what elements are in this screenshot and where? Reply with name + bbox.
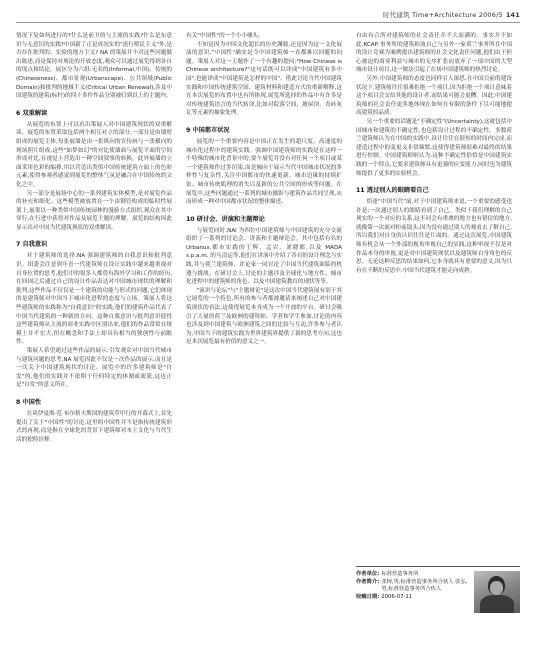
text-column-3 [356,32,512,275]
author-photo-face [490,581,503,595]
body-paragraph: "演讲与论坛"与"主题辩论"是这次中国当代建筑展有别于其它展览的一个特色,所有的参与者都被邀请来阐述自己对中国建筑现状的看法,这使得展览本身成为一个开放的平台。研讨会吸引了大量的荷兰及欧洲的建筑师、学者和学生参加,讨论的内容也涉及到中国建筑与欧洲建筑之间的比较与互动,许多参与者认为,中国当下的建筑实践为世界建筑界提供了新的思考方向,这也是本次展览最有价值的意义之一。 [186,287,342,346]
body-paragraph: 从展览的布置上可以看出策展人对中国建筑现状的双重解读。展览的布置采取包括两个相互对立的部分,一部分是由墙壁组成的展览主体,每张展墙是由一张纵向的宣传画与一张横向的现场照片组成,这些"如梦如幻"的对比使墙面与展览平面的空间形成对比,在视觉上营造出一种空间叙事的转换。此外展墙的立面采用色彩的编排,用以营造出类似中国传统建筑立面上的色彩元素,使得参观者感觉到展览的整体气氛是融合在中国传统的文化之中。 [16,121,172,188]
text-column-1 [16,32,172,444]
section-heading: 10 研讨会、讲演和主题辩论 [186,215,265,223]
body-paragraph: 另一个重要的话题是"不确定性"(Uncertainty),这就包括中国城市和建筑的不确定性,也包括设计过程的不确定性。多数荷兰建筑师认为在中国的实践中,设计往往在很短的时间内完成,而建造过程中的变更又非常频繁,这使得建筑师很难对最终的结果进行控制。中国建筑师则认为,这种不确定性恰恰是中国建筑实践的一个特点,它要求建筑师具有更强的应变能力,同时也为建筑师提供了更多的实验机会。 [356,118,512,177]
body-paragraph: 情况下复如何进行的?什么是前卫的与主流的实践?什么是东意识与无意识的实践?中国新了正是成况实的"流行殖民主义"外,是否存在批判的、实验的地方主义? NA 的策展并不对这些问题做出陈述,而是保持对现论的开放态度,观众可以通过展览得到各自的现点和结论。展区分为六组:无名的(Informal,中国)、传统的(Chineseness)、都市景观(Urbanscape)、公共领域(Public Domain)和批判的地域主义(Critical Urban Renewal),涉及中国建筑的建筑(标杆)的四十多件作品分别被归到以上的主题内。 [16,33,172,100]
page-number: 141 [505,11,520,19]
body-paragraph: 与展览同时,NAi 为四位中国建筑师与中国建筑的充分交流组织了一系列的讨论会、讲演和主题辩论会。其中包括有名的 Urbanus,都市实践的王辉、孟岩、刘晓都,以及 MADA s.p.a.m. 的马清运等,他们在讲演中介绍了各自的设计理念与实践,并与荷兰建筑师、评论家一同讨论了中国当代建筑面临的机遇与挑战。在研讨会上,讨论的主题涉及全球化与地方性、城市化进程中的建筑师的角色、以及中国建筑教育的现状等等。 [186,227,342,286]
section-heading: 7 自我意识 [16,241,48,249]
section-heading: 8 中国性 [16,398,42,406]
text-column-2 [186,32,342,347]
body-paragraph: 展览的一个重要内容是中国正在发生的超尺度、高速度的城市化过程中的建筑实践。强调中国建筑师的实践是在这样一个特殊的城市化背景中的,要个展览并没有对任何一个项目或某一个建筑师作过多渲染,而是倾向于展示当代中国城市状况的多样性与复杂性,关注中国都市的快速更新、城市边缘的持续扩张、城市传统肌理的消失以及新的公共空间的形成等问题。在展览中,这些问题通过一系列的城市摄影与建筑作品共同呈现,从而形成一种对中国都市状况的整体描述。 [186,138,342,206]
author-unit-label: 作者单位: [356,571,380,577]
body-paragraph: 在谈伊曼斯·范·布尔格夫斯国的建筑草甲行的开幕式上,首先提出了关于"中国性"的讨论,这里的中国性并不是指传统建筑形式的再现,而是指在全球化的背景下建筑师对本土文化与当代生活的独特诠释。 [16,410,172,443]
body-paragraph: 自由有合所对建筑师的社会责任并不大而满的。事实并不如此,KCAP 事务所的建筑师放自己与另外一家荷兰事务所在中国的设计竞赛为案例提出建筑师的社会文化责任问题,他们由于担心被迫的商业利益与城市的无序扩张而放弃了一项中国的大型城市设计项目,这一做法引起了在场中国建筑师的热烈讨论。 [356,33,512,74]
author-info-text [356,567,468,601]
author-bio-row [356,579,468,594]
author-info-box [356,566,520,618]
author-photo-body [480,595,514,613]
body-paragraph: 另一部分是展场中心的一系列建筑实体模型,是对展览作品的补充和细化。这些模型被放置在一个由钢管构成的临时性展架上,展架以一种类似中国传统园林的漫游方式组织,观众在其中穿行,在行进中获得对作品及展览主题的理解。展览的结构因此显示出对中国当代建筑现状的双重解读。 [16,190,172,231]
author-unit-row [356,571,468,579]
author-photo [474,571,520,613]
header-rule [16,22,520,23]
author-bio-value: 张轲,男,标准营造事务所合伙人 张弘,男,标准营造事务所合伙人 [381,578,468,593]
body-paragraph: 有关"中国性"的一个小小噱头。 [186,33,264,39]
body-paragraph: 对于建筑师的选择,NA 强调建筑师的自我意识和批判意识。组委会注意到年青一代建筑师在设计实践中越来越重视对自身位置的思考,他们中的很多人都曾有海外学习和工作的经历,在回国之后通过自己的设计作品表达对中国城市现状的理解和批判,这些作品不仅仅是一个建筑的功能与形式的问题,它们体现的是建筑师对中国当下城市化进程的态度与立场。策展人将这些建筑师的实践称为"自我意识"的实践,他们的建筑作品代表了中国当代建筑的一种新的方向。这种自我意识与批判意识使得这些建筑师从主流的商业实践中区别出来,他们的作品常常在规模上并不宏大,但在概念和手法上却具有相当的独创性与前瞻性。 [16,253,172,346]
received-date-label: 收稿日期: [356,593,380,600]
author-unit-value: 标准营造事务所 [381,571,419,577]
body-paragraph: 不知是因为中国文化超长的历史渊源,还是因为这一文化展演的意识,"中国性"确实是令中国建筑师一直都难以回避的问题。策展人对这一主题作了一个有趣的提问:"How Chinese is Chinese architecture?"这句话既可以译成"中国建筑有多中国",也能译成"中国建筑是怎样的中国"。借此讨论当代中国建筑实践和中国传统建筑空间、建筑材料和建造方式的重新解释,这在本次展览的布置中也有所体现,展览所选择的作品中有许多是对传统建筑语言的当代转译,比如对院落空间、坡屋顶、青砖灰瓦等元素的抽象处理。 [186,41,342,117]
received-date-value: 2006-07-11 [381,593,413,600]
body-paragraph: 另外,中国建筑师的态度也同样引人深思,在中国目前的建设状况下,建筑师往往很难拒绝一个项目,因为拒绝一个项目意味着这个项目会交给其他的设计者,而结果可能会更糟。因此,中国建筑师的社会责任更多地体现在如何在有限的条件下尽可能地提高建筑的品质。 [356,75,512,117]
received-date-row [356,594,468,602]
section-heading: 11 透过别人的眼睛看自己 [356,187,429,195]
section-heading: 9 中国都市状况 [186,126,230,134]
author-bio-label: 作者简介: [356,578,380,585]
body-paragraph: 恰逢"中国当代"展,对于中国建筑师来说,一个重要的感受也许是:一次通过别人的眼睛看到了自己。类似于我们理解的自己现实的一个对应的关系,这不同会有重叠的地方也有错位的地方,就像第一次面对柜前镜头,因为没有通过别人的观看去了解自己,所以我们对自身的认识往往是片面的。通过这次展览,中国建筑师有机会从一个外部的视角审视自己的实践,这种审视不仅是对作品本身的审视,更是对中国建筑现状以及建筑师自身角色的反思。无论这种反思的结果如何,它本身就具有重要的意义,因为只有在不断的反思中,中国当代建筑才能走向成熟。 [356,199,512,274]
journal-title: 时代建筑 Time+Architecture 2006/5 [382,11,503,19]
body-paragraph: 策展人希望通过这些作品的展示,引发观众对中国当代城市与建筑问题的思考,NA 展览因此不仅是一次作品的展示,而且是一次关于中国建筑现状的讨论。展览中的许多建筑师是"自发"的,他们的实践并不依附于任何特定的体制或流派,这也正是"自发"的意义所在。 [16,348,172,389]
section-heading: 6 双重解读 [16,109,48,117]
